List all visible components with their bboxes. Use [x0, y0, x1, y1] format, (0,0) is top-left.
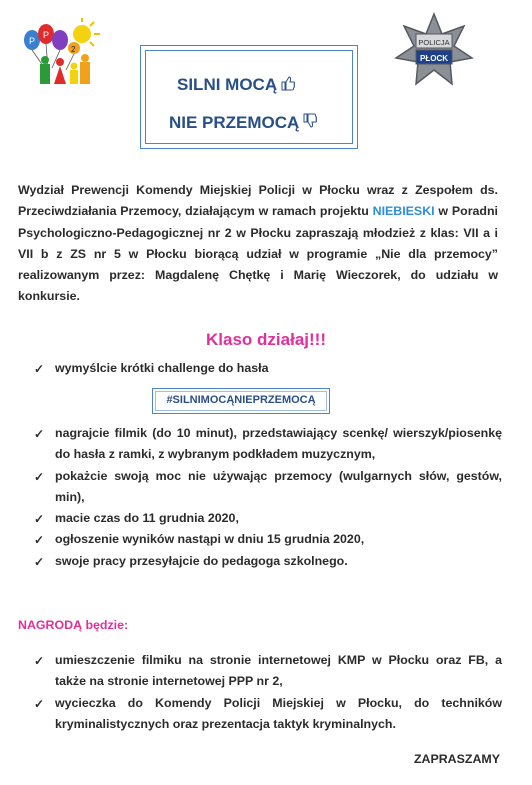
hashtag-box: #SILNIMOCĄNIEPRZEMOCĄ [152, 388, 330, 414]
task-list [34, 423, 502, 572]
badge-text-top: POLICJA [418, 38, 450, 47]
checkmark-icon: ✓ [34, 512, 45, 527]
task-text: ogłoszenie wyników nastąpi w dniu 15 grudnia 2020, [55, 532, 365, 547]
checkmark-icon: ✓ [34, 469, 45, 484]
balloon-label: P [43, 30, 50, 40]
police-badge-logo [394, 12, 474, 88]
checkmark-icon: ✓ [34, 427, 45, 441]
list-item [34, 551, 502, 572]
title-frame [140, 45, 358, 149]
balloon-label: P [29, 36, 36, 46]
prize-text: umieszczenie filmiku na stronie internetowej KMP w Płocku oraz FB, a także na stronie internetowej PPP nr 2, [55, 653, 502, 689]
task-text: macie czas do 11 grudnia 2020, [55, 511, 239, 526]
checkmark-icon: ✓ [34, 696, 45, 711]
prize-list [34, 650, 502, 735]
checkmark-icon: ✓ [34, 533, 45, 548]
list-item [34, 693, 502, 736]
list-item [34, 466, 502, 509]
badge-text-bottom: PŁOCK [420, 54, 448, 63]
checkmark-icon: ✓ [34, 654, 45, 668]
list-item [34, 423, 502, 466]
task-text: swoje pracy przesyłajcie do pedagoga szkolnego. [55, 553, 348, 568]
thumbs-down-icon [302, 113, 318, 134]
title-text-1: SILNI MOCĄ [177, 75, 278, 94]
title-text-2: NIE PRZEMOCĄ [169, 113, 300, 132]
task-text: pokażcie swoją moc nie używając przemocy (wulgarnych słów, gestów, min), [55, 468, 502, 504]
balloon-label: 2 [71, 45, 76, 54]
title-line-2 [169, 113, 318, 134]
list-item [34, 650, 502, 693]
intro-text-1: Wydział Prewencji Komendy Miejskiej Policji w Płocku wraz z Zespołem ds. Przeciwdziałania Przemocy, działającym w ramach projektu [18, 183, 498, 219]
task-text: wymyślcie krótki challenge do hasła [55, 361, 269, 375]
klaso-heading: Klaso działaj!!! [206, 330, 326, 349]
list-item [34, 358, 502, 379]
list-item [34, 529, 502, 550]
intro-paragraph [18, 180, 498, 308]
thumbs-up-icon [280, 75, 296, 96]
intro-highlight: NIEBIESKI [372, 204, 435, 219]
list-item [34, 508, 502, 529]
task-list-first [34, 358, 502, 379]
title-line-1 [177, 75, 296, 96]
intro-text-2: w Poradni Psychologiczno-Pedagogicznej nr 2 w Płocku zapraszają młodzież z klas: VII a i VII b z ZS nr 5 w Płocku biorącą udział w programie „Nie dla przemocy” realizowanym przez: Magdalenę Chętkę i Marię Wieczorek, do udziału w konkursie. [18, 204, 498, 304]
prize-text: wycieczka do Komendy Policji Miejskiej w Płocku, do techników kryminalistycznych oraz prezentacja taktyk kryminalnych. [55, 695, 502, 731]
task-text: nagrajcie filmik (do 10 minut), przedstawiający scenkę/ wierszyk/piosenkę do hasła z ramki, z wybranym podkładem muzycznym, [55, 426, 502, 462]
closing-text: ZAPRASZAMY [413, 752, 500, 766]
checkmark-icon: ✓ [34, 554, 45, 569]
ppp-logo [16, 18, 102, 88]
checkmark-icon: ✓ [34, 362, 45, 376]
prize-heading: NAGRODĄ będzie: [18, 618, 129, 632]
